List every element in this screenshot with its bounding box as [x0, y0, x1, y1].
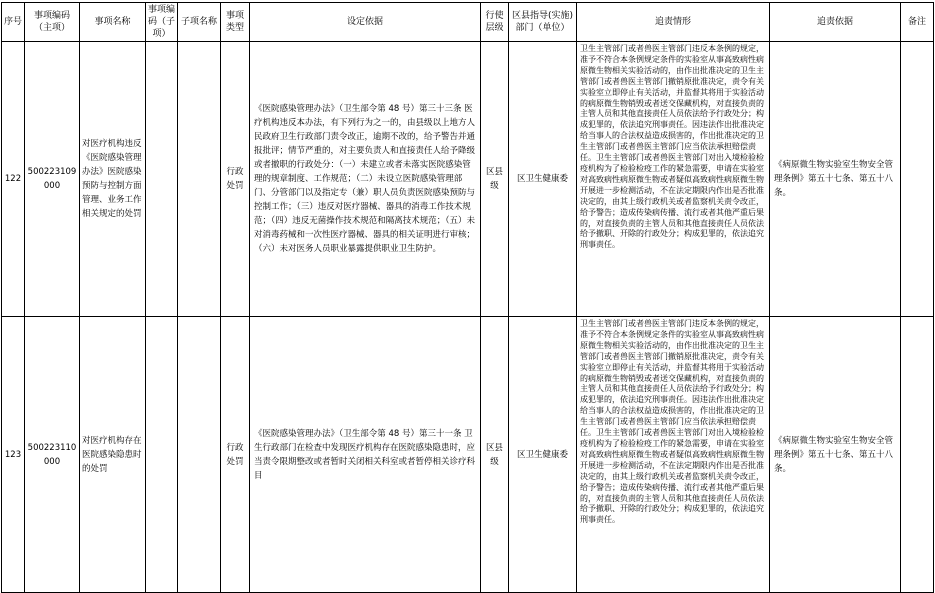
cell-code: 500223110000 — [25, 317, 80, 593]
header-name: 事项名称 — [80, 3, 146, 42]
cell-type: 行政处罚 — [221, 42, 250, 317]
cell-dept: 区卫生健康委 — [509, 42, 577, 317]
cell-circumstances: 卫生主管部门或者兽医主管部门违反本条例的规定，准予不符合本条例规定条件的实验室从事高致病性病原微生物相关实验活动的，由作出批准决定的卫生主管部门或者兽医主管部门撤销原批准决定，责令有关实验室立即停止有关活动，并监督其将用于实验活动的病原微生物销毁或者送交保藏机构，对直接负责的主管人员和其他直接责任人员依法给予行政处分；构成犯罪的，依法追究刑事责任。因违法作出批准决定给当事人的合法权益造成损害的，作出批准决定的卫生主管部门或者兽医主管部门应当依法承担赔偿责任。卫生主管部门或者兽医主管部门对出入境检验检疫机构为了检验检疫工作的紧急需要，申请在实验室对高致病性病原微生物或者疑似高致病性病原微生物开展进一步检测活动，不在法定期限内作出是否批准决定的，由其上级行政机关或者监察机关责令改正，给予警告；造成传染病传播、流行或者其他严重后果的，对直接负责的主管人员和其他直接责任人员依法给予撤职、开除的行政处分；构成犯罪的，依法追究刑事责任。 — [577, 317, 770, 593]
table-row — [2, 42, 934, 317]
header-type: 事项类型 — [221, 3, 250, 42]
header-code: 事项编码（主项） — [25, 3, 80, 42]
cell-dept: 区卫生健康委 — [509, 317, 577, 593]
cell-basis: 《医院感染管理办法》（卫生部令第 48 号）第三十一条 卫生行政部门在检查中发现医疗机构存在医院感染隐患时，应当责令限期整改或者暂时关闭相关科室或者暂停相关诊疗科目 — [250, 317, 481, 593]
cell-name: 对医疗机构存在医院感染隐患时的处罚 — [80, 317, 146, 593]
cell-seq: 123 — [2, 317, 25, 593]
header-subcode: 事项编码（子项） — [146, 3, 178, 42]
header-level: 行使层级 — [481, 3, 509, 42]
cell-accountability-basis: 《病原微生物实验室生物安全管理条例》第五十七条、第五十八条。 — [770, 42, 901, 317]
cell-subname — [178, 42, 221, 317]
header-remark: 备注 — [901, 3, 934, 42]
cell-subcode — [146, 42, 178, 317]
cell-accountability-basis: 《病原微生物实验室生物安全管理条例》第五十七条、第五十八条。 — [770, 317, 901, 593]
cell-subname — [178, 317, 221, 593]
header-dept: 区县指导(实施)部门（单位） — [509, 3, 577, 42]
cell-level: 区县级 — [481, 42, 509, 317]
table-row — [2, 317, 934, 593]
header-subname: 子项名称 — [178, 3, 221, 42]
cell-circumstances: 卫生主管部门或者兽医主管部门违反本条例的规定，准予不符合本条例规定条件的实验室从事高致病性病原微生物相关实验活动的，由作出批准决定的卫生主管部门或者兽医主管部门撤销原批准决定，责令有关实验室立即停止有关活动，并监督其将用于实验活动的病原微生物销毁或者送交保藏机构，对直接负责的主管人员和其他直接责任人员依法给予行政处分；构成犯罪的，依法追究刑事责任。因违法作出批准决定给当事人的合法权益造成损害的，作出批准决定的卫生主管部门或者兽医主管部门应当依法承担赔偿责任。卫生主管部门或者兽医主管部门对出入境检验检疫机构为了检验检疫工作的紧急需要，申请在实验室对高致病性病原微生物或者疑似高致病性病原微生物开展进一步检测活动，不在法定期限内作出是否批准决定的，由其上级行政机关或者监察机关责令改正，给予警告；造成传染病传播、流行或者其他严重后果的，对直接负责的主管人员和其他直接责任人员依法给予撤职、开除的行政处分；构成犯罪的，依法追究刑事责任。 — [577, 42, 770, 317]
header-basis: 设定依据 — [250, 3, 481, 42]
cell-level: 区县级 — [481, 317, 509, 593]
cell-remark — [901, 317, 934, 593]
cell-name: 对医疗机构违反《医院感染管理办法》医院感染预防与控制方面管理、业务工作相关规定的处罚 — [80, 42, 146, 317]
header-accountability-basis: 追责依据 — [770, 3, 901, 42]
header-row — [2, 3, 934, 42]
cell-type: 行政处罚 — [221, 317, 250, 593]
cell-seq: 122 — [2, 42, 25, 317]
header-circumstances: 追责情形 — [577, 3, 770, 42]
accountability-table — [1, 2, 934, 593]
cell-remark — [901, 42, 934, 317]
cell-subcode — [146, 317, 178, 593]
cell-basis: 《医院感染管理办法》（卫生部令第 48 号）第三十三条 医疗机构违反本办法，有下列行为之一的，由县级以上地方人民政府卫生行政部门责令改正，逾期不改的，给予警告并通报批评；情节严重的，对主要负责人和直接责任人给予降级或者撤职的行政处分：（一）未建立或者未落实医院感染管理的规章制度、工作规范；（二）未设立医院感染管理部门、分管部门以及指定专（兼）职人员负责医院感染预防与控制工作；（三）违反对医疗器械、器具的消毒工作技术规范；（四）违反无菌操作技术规范和隔离技术规范；（五）未对消毒药械和一次性医疗器械、器具的相关证明进行审核；（六）未对医务人员职业暴露提供职业卫生防护。 — [250, 42, 481, 317]
cell-code: 500223109000 — [25, 42, 80, 317]
header-seq: 序号 — [2, 3, 25, 42]
